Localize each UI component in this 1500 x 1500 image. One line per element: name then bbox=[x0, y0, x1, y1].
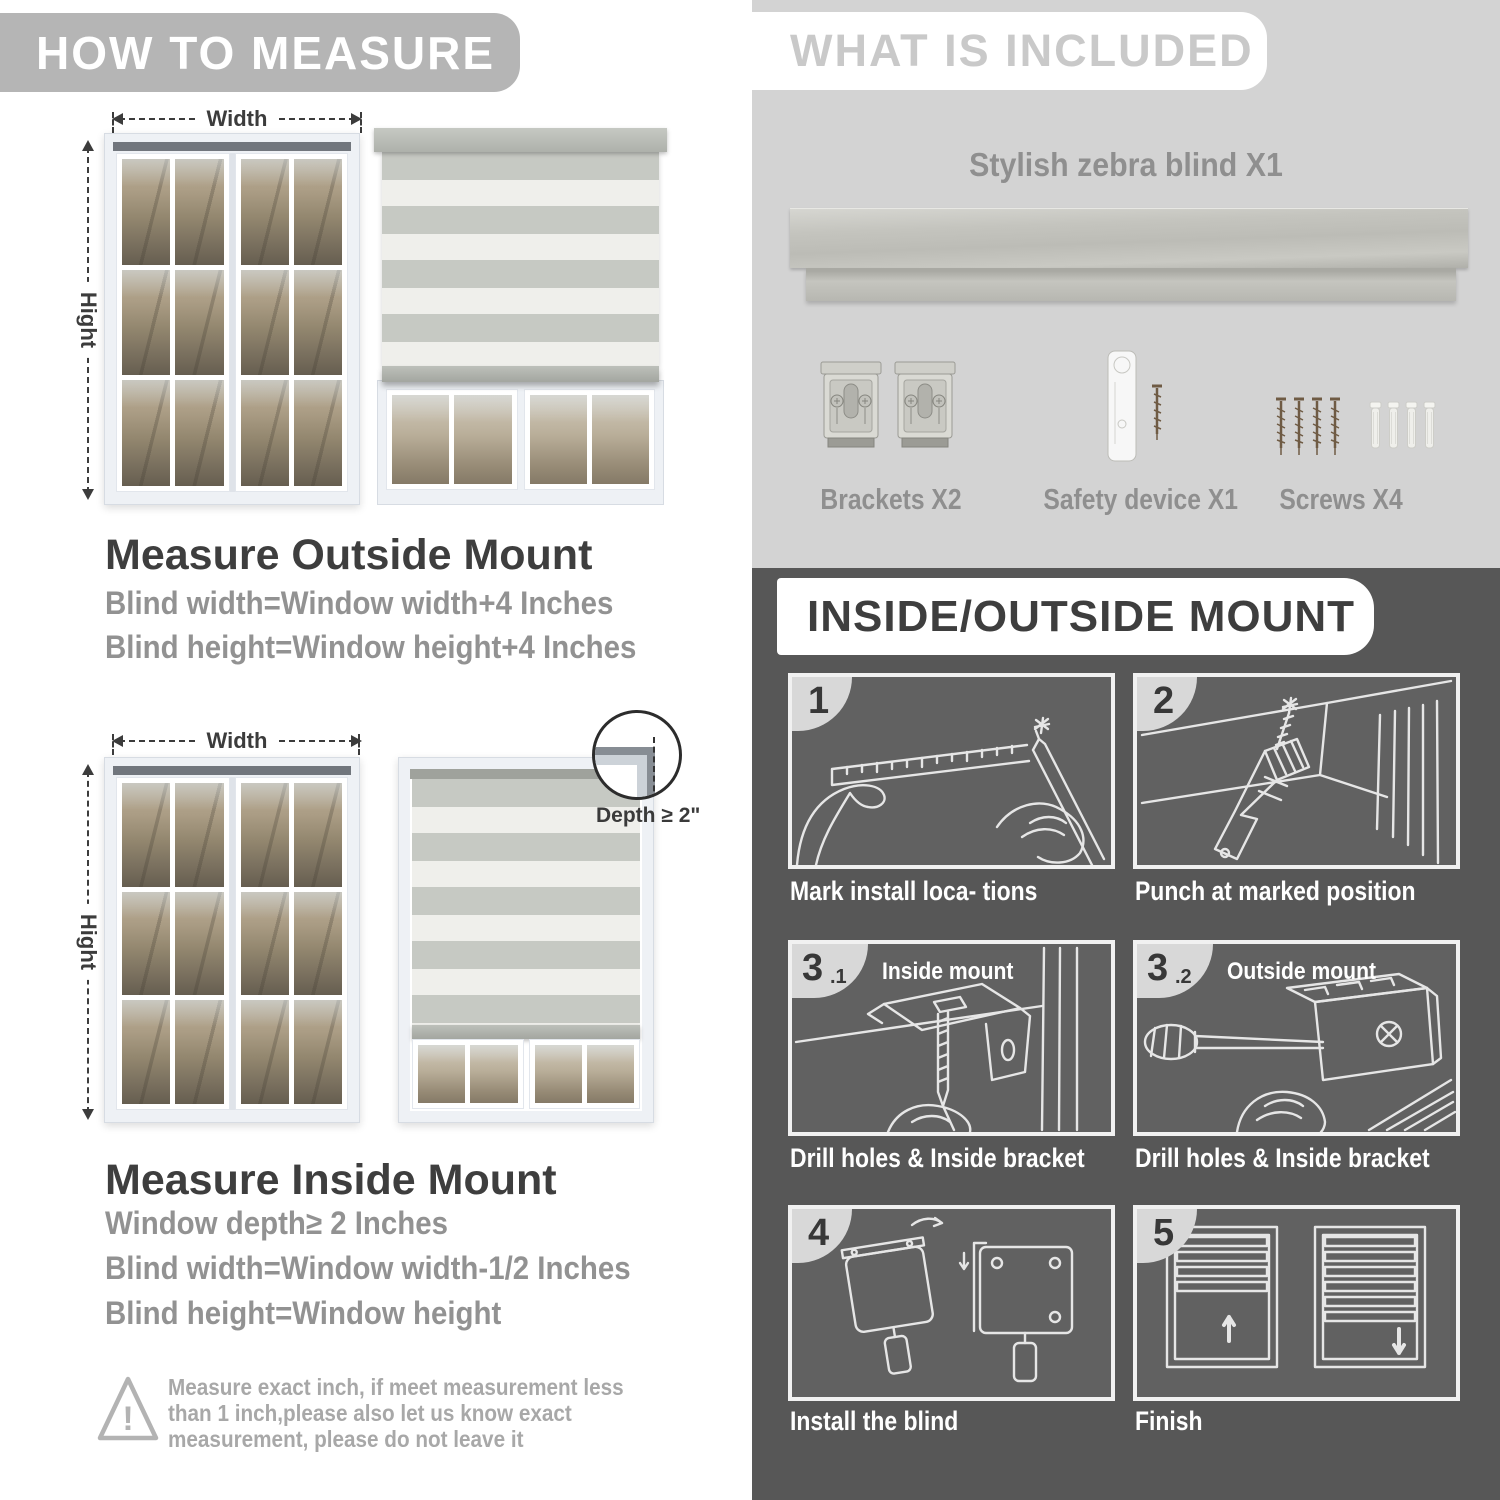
blind-bottom-rail bbox=[382, 366, 659, 382]
warning-triangle-icon bbox=[94, 1372, 162, 1450]
headrail-image bbox=[790, 208, 1468, 268]
inside-mount-line: Blind width=Window width-1/2 Inches bbox=[105, 1250, 631, 1286]
safety-device-icon bbox=[1106, 348, 1170, 466]
blind-valance bbox=[374, 128, 667, 152]
inside-mount-line: Window depth≥ 2 Inches bbox=[105, 1205, 449, 1241]
warning-text-line: than 1 inch,please also let us know exact bbox=[168, 1400, 572, 1426]
glass-pane bbox=[175, 1000, 223, 1104]
dimension-tick bbox=[112, 734, 114, 755]
product-label: Stylish zebra blind X1 bbox=[969, 146, 1283, 183]
glass-pane bbox=[175, 783, 223, 887]
brackets-label: Brackets X2 bbox=[820, 484, 962, 516]
step-number: 1 bbox=[808, 680, 830, 722]
window-photo-outside-bare bbox=[104, 133, 360, 505]
step-5-caption: Finish bbox=[1135, 1406, 1203, 1436]
arrowhead-down-icon bbox=[82, 1109, 94, 1120]
bracket-icon bbox=[892, 356, 958, 452]
glass-pane bbox=[175, 270, 223, 376]
glass-pane bbox=[122, 380, 170, 486]
arrowhead-down-icon bbox=[82, 489, 94, 500]
window-sash bbox=[524, 389, 656, 490]
inside-mount-tag: Inside mount bbox=[882, 958, 1014, 985]
step-2-caption: Punch at marked position bbox=[1135, 876, 1416, 906]
step-subnumber: .2 bbox=[1175, 966, 1192, 988]
bracket-icon bbox=[818, 356, 884, 452]
zebra-blind-fabric bbox=[382, 152, 659, 366]
glass-pane bbox=[241, 159, 289, 265]
outside-mount-line: Blind height=Window height+4 Inches bbox=[105, 629, 637, 665]
warning-exclamation: ! bbox=[122, 1400, 134, 1438]
step-4-panel bbox=[788, 1205, 1115, 1401]
what-is-included-section bbox=[752, 0, 1500, 568]
glass-pane bbox=[122, 270, 170, 376]
glass-pane bbox=[175, 892, 223, 996]
warning-text-line: Measure exact inch, if meet measurement less bbox=[168, 1374, 624, 1400]
glass-pane bbox=[122, 1000, 170, 1104]
glass-pane bbox=[241, 1000, 289, 1104]
glass-pane bbox=[294, 270, 342, 376]
frame-inner-edge bbox=[592, 755, 639, 765]
window-sashes bbox=[116, 153, 348, 492]
window-photo-outside-blind bbox=[374, 128, 667, 505]
step-3-1-caption: Drill holes & Inside bracket bbox=[790, 1143, 1085, 1173]
screws-icon bbox=[1270, 396, 1440, 458]
window-sashes bbox=[116, 777, 348, 1110]
width-dimension-arrow bbox=[112, 108, 362, 130]
glass-pane bbox=[294, 783, 342, 887]
arrowhead-up-icon bbox=[82, 764, 94, 775]
height-label: Hight bbox=[75, 904, 101, 980]
dimension-tick bbox=[360, 112, 362, 133]
inside-mount-line: Blind height=Window height bbox=[105, 1295, 502, 1331]
window-sash bbox=[116, 777, 230, 1110]
glass-pane bbox=[454, 395, 511, 484]
glass-pane bbox=[535, 1045, 582, 1103]
screws-label: Screws X4 bbox=[1279, 484, 1403, 516]
glass-pane bbox=[418, 1045, 465, 1103]
arrowhead-up-icon bbox=[82, 140, 94, 151]
how-to-measure-banner bbox=[0, 13, 520, 92]
glass-pane bbox=[294, 892, 342, 996]
step-number: 3 bbox=[1147, 947, 1169, 989]
glass-pane bbox=[241, 380, 289, 486]
step-1-panel bbox=[788, 673, 1115, 869]
window-sash bbox=[412, 1039, 524, 1109]
glass-pane bbox=[241, 270, 289, 376]
depth-magnifier-icon bbox=[592, 710, 682, 800]
what-is-included-title: WHAT IS INCLUDED bbox=[790, 25, 1254, 76]
height-dimension-arrow bbox=[77, 764, 99, 1120]
glass-pane bbox=[122, 892, 170, 996]
headrail-bottom-bar bbox=[806, 268, 1456, 301]
inside-mount-heading: Measure Inside Mount bbox=[105, 1156, 557, 1204]
width-dimension-arrow bbox=[112, 730, 362, 752]
glass-pane bbox=[592, 395, 649, 484]
window-photo-inside-bare bbox=[104, 757, 360, 1123]
step-2-panel bbox=[1133, 673, 1460, 869]
window-lower-part bbox=[377, 380, 664, 505]
window-sash bbox=[116, 153, 230, 492]
step-number: 4 bbox=[808, 1212, 830, 1254]
step-number: 3 bbox=[802, 947, 824, 989]
mount-instructions-section bbox=[752, 568, 1500, 1500]
window-sash bbox=[235, 777, 349, 1110]
step-1-caption: Mark install loca- tions bbox=[790, 876, 1038, 906]
window-top-rail bbox=[113, 766, 351, 775]
step-5-panel bbox=[1133, 1205, 1460, 1401]
blind-bottom-rail bbox=[412, 1025, 640, 1039]
safety-device-label: Safety device X1 bbox=[1043, 484, 1238, 516]
glass-pane bbox=[587, 1045, 634, 1103]
inside-outside-mount-banner bbox=[777, 578, 1374, 655]
step-3-2-caption: Drill holes & Inside bracket bbox=[1135, 1143, 1430, 1173]
glass-pane bbox=[241, 892, 289, 996]
glass-pane bbox=[122, 783, 170, 887]
height-label: Hight bbox=[75, 282, 101, 358]
glass-pane bbox=[294, 380, 342, 486]
step-number: 5 bbox=[1153, 1212, 1175, 1254]
glass-pane bbox=[392, 395, 449, 484]
height-dimension-arrow bbox=[77, 140, 99, 500]
glass-pane bbox=[175, 159, 223, 265]
step-3-1-panel bbox=[788, 940, 1115, 1136]
frame-inner-edge bbox=[637, 755, 647, 800]
step-number: 2 bbox=[1153, 680, 1175, 722]
arrowhead-right-icon bbox=[351, 735, 362, 747]
what-is-included-banner bbox=[752, 12, 1267, 90]
step-3-2-panel bbox=[1133, 940, 1460, 1136]
window-sash bbox=[529, 1039, 641, 1109]
inside-outside-mount-title: INSIDE/OUTSIDE MOUNT bbox=[807, 591, 1356, 641]
how-to-measure-title: HOW TO MEASURE bbox=[36, 26, 496, 79]
glass-pane bbox=[294, 1000, 342, 1104]
glass-pane bbox=[122, 159, 170, 265]
depth-dashed-line bbox=[653, 737, 655, 800]
frame-edge bbox=[592, 747, 655, 755]
glass-pane bbox=[241, 783, 289, 887]
glass-pane bbox=[175, 380, 223, 486]
dimension-tick bbox=[112, 112, 114, 133]
step-4-caption: Install the blind bbox=[790, 1406, 959, 1436]
glass-pane bbox=[470, 1045, 517, 1103]
glass-pane bbox=[294, 159, 342, 265]
window-sash bbox=[386, 389, 518, 490]
window-lower-part bbox=[412, 1039, 640, 1109]
glass-pane bbox=[530, 395, 587, 484]
window-sash bbox=[235, 153, 349, 492]
step-subnumber: .1 bbox=[830, 966, 847, 988]
window-top-rail bbox=[113, 142, 351, 151]
depth-label: Depth ≥ 2" bbox=[596, 804, 701, 827]
outside-mount-tag: Outside mount bbox=[1227, 958, 1377, 985]
width-label: Width bbox=[197, 728, 278, 754]
outside-mount-heading: Measure Outside Mount bbox=[105, 531, 593, 579]
outside-mount-line: Blind width=Window width+4 Inches bbox=[105, 585, 614, 621]
width-label: Width bbox=[197, 106, 278, 132]
warning-text-line: measurement, please do not leave it bbox=[168, 1426, 524, 1452]
dimension-tick bbox=[358, 734, 360, 755]
